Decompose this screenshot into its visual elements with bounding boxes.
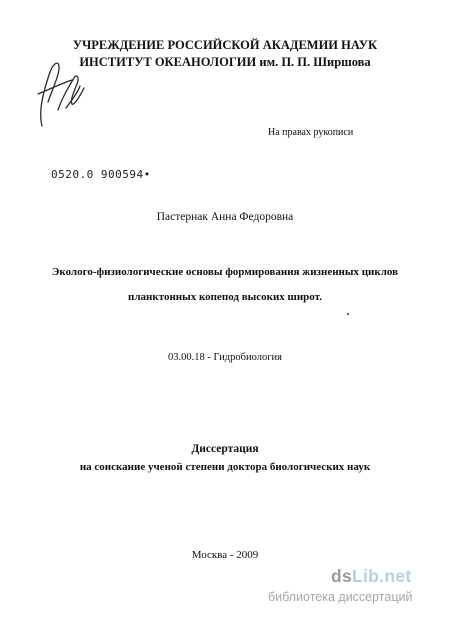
dissertation-title-line-2: планктонных копепод высоких широт. bbox=[128, 291, 322, 303]
institution-name: УЧРЕЖДЕНИЕ РОССИЙСКОЙ АКАДЕМИИ НАУК bbox=[72, 38, 378, 52]
registration-number: 0520.0 900594• bbox=[51, 168, 151, 181]
watermark-logo-part1: ds bbox=[331, 566, 353, 586]
work-type: Диссертация bbox=[191, 443, 259, 455]
dslib-watermark-logo bbox=[331, 566, 412, 587]
institute-name: ИНСТИТУТ ОКЕАНОЛОГИИ им. П. П. Ширшова bbox=[79, 55, 371, 69]
specialty-code: 03.00.18 - Гидробиология bbox=[168, 352, 282, 363]
scan-speck bbox=[347, 313, 349, 315]
watermark-logo-part2: Lib.net bbox=[352, 566, 412, 586]
rights-note: На правах рукописи bbox=[268, 127, 354, 138]
dissertation-title-line-1: Эколого-физиологические основы формирования жизненных циклов bbox=[51, 266, 399, 278]
author-name: Пастернак Анна Федоровна bbox=[156, 211, 294, 223]
place-and-year: Москва - 2009 bbox=[191, 549, 259, 561]
watermark-subtitle: библиотека диссертаций bbox=[268, 590, 413, 604]
degree-line: на соискание ученой степени доктора биологических наук bbox=[79, 461, 371, 473]
